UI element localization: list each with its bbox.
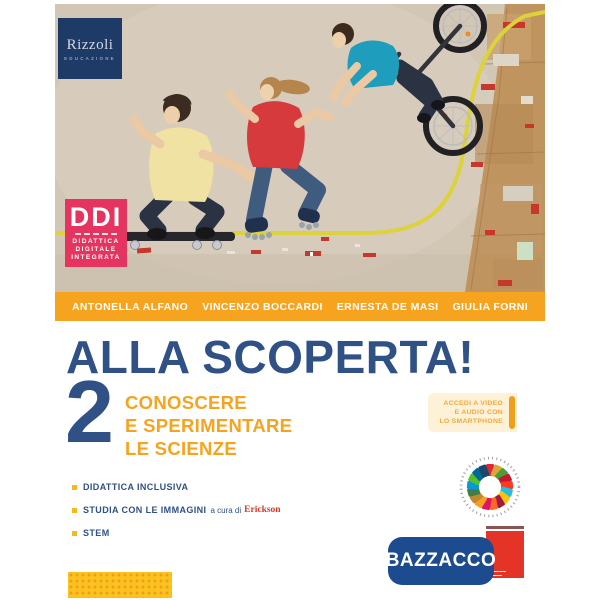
ddi-line: INTEGRATA (71, 254, 121, 261)
feature-suffix: a cura di (210, 505, 242, 515)
subtitle-line: CONOSCERE (125, 392, 247, 413)
ddi-badge (65, 199, 127, 267)
book-cover (55, 4, 545, 600)
smartphone-box-line: LO SMARTPHONE (439, 418, 503, 425)
bullet-square-icon (72, 508, 77, 513)
smartphone-access-box (428, 393, 517, 432)
feature-item (72, 482, 372, 492)
author-name: ANTONELLA ALFANO (71, 300, 189, 313)
feature-item (72, 528, 372, 538)
smartphone-box-line: E AUDIO CON (454, 409, 503, 416)
author-name: VINCENZO BOCCARDI (202, 300, 323, 313)
ddi-acronym: DDI (69, 202, 123, 232)
feature-label: STEM (83, 528, 110, 538)
ddi-line: DIGITALE (75, 246, 117, 253)
volume-number: 2 (65, 362, 114, 461)
sdg-goals-wheel-icon (456, 453, 524, 521)
subtitle-line: E SPERIMENTARE (125, 415, 293, 436)
author-name: GIULIA FORNI (452, 300, 529, 313)
bullet-square-icon (72, 485, 77, 490)
smartphone-box-accent-bar (509, 396, 515, 429)
authors-band (55, 292, 545, 321)
bullet-square-icon (72, 531, 77, 536)
publisher-logo (58, 18, 122, 79)
book-subtitle (125, 391, 292, 460)
feature-list (72, 482, 372, 551)
feature-label: STUDIA CON LE IMMAGINI (83, 505, 207, 515)
subtitle-line: LE SCIENZE (125, 438, 237, 459)
book-title: ALLA SCOPERTA! (66, 331, 475, 383)
author-name: ERNESTA DE MASI (336, 300, 439, 313)
cover-photo-illustration (55, 4, 545, 292)
erickson-brand: Erickson (244, 505, 281, 515)
publisher-name: Rizzoli (66, 36, 114, 53)
feature-label: DIDATTICA INCLUSIVA (83, 482, 189, 492)
micro-text-line (486, 526, 524, 529)
cover-photo (55, 4, 545, 292)
feature-item (72, 505, 372, 515)
publisher-division: EDUCAZIONE (64, 55, 116, 61)
bookseller-badge: BAZZACCO (388, 537, 494, 585)
ddi-divider (75, 233, 117, 235)
dotted-pattern-block (68, 572, 172, 598)
ddi-line: DIDATTICA (72, 238, 120, 245)
smartphone-box-line: ACCEDI A VIDEO (443, 400, 503, 407)
